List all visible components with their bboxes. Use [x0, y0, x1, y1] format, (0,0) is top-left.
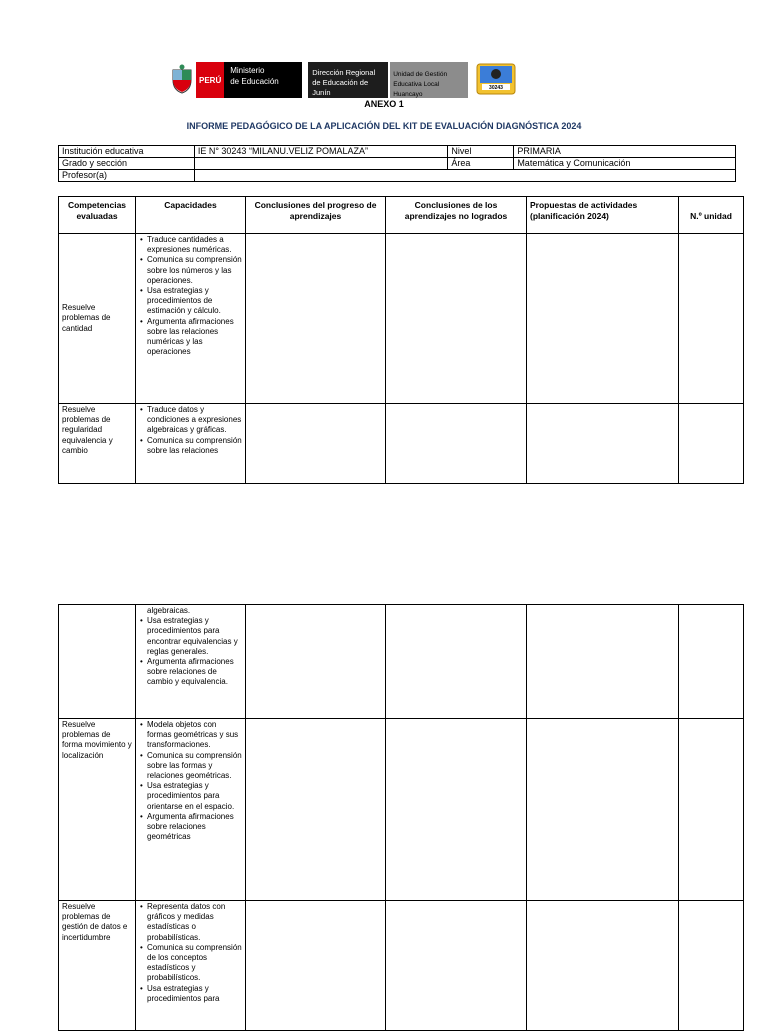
col-header-conclusiones-no-logrados: Conclusiones de los aprendizajes no logrados	[386, 197, 527, 234]
competencia-cell	[59, 404, 136, 484]
col-header-unidad: N.º unidad	[679, 197, 744, 234]
conclusiones-progreso-cell	[246, 605, 386, 719]
competencia-cell	[59, 901, 136, 1031]
info-row	[59, 146, 736, 158]
capacidad-item: • Usa estrategias y procedimientos para orientarse en el espacio.	[147, 781, 242, 812]
dre-line-1: Dirección Regional	[312, 68, 376, 77]
propuestas-cell	[527, 901, 679, 1031]
capacidad-item: • Comunica su comprensión sobre las formas y relaciones geométricas.	[147, 751, 242, 782]
ugel-line-2: Educativa Local Huancayo	[393, 81, 440, 98]
ugel-logo	[390, 62, 468, 98]
conclusiones-no-logrados-cell	[386, 901, 527, 1031]
conclusiones-progreso-cell	[246, 719, 386, 901]
info-table	[58, 145, 736, 182]
capacidad-item: • Traduce datos y condiciones a expresiones algebraicas y gráficas.	[147, 405, 242, 436]
col-header-competencias: Competencias evaluadas	[59, 197, 136, 234]
capacidad-item: • Traduce cantidades a expresiones numéricas.	[147, 235, 242, 255]
conclusiones-progreso-cell	[246, 234, 386, 404]
grado-label: Grado y sección	[59, 158, 195, 170]
capacidades-cell	[136, 901, 246, 1031]
capacidades-cell	[136, 234, 246, 404]
col-header-conclusiones-progreso: Conclusiones del progreso de aprendizajes	[246, 197, 386, 234]
competencia-text: Resuelve problemas de gestión de datos e incertidumbre	[62, 902, 128, 942]
capacidad-item: • Usa estrategias y procedimientos para encontrar equivalencias y reglas generales.	[147, 616, 242, 657]
capacidad-item: • Argumenta afirmaciones sobre las relaciones numéricas y las operaciones	[147, 317, 242, 358]
capacidad-item: • Argumenta afirmaciones sobre relaciones geométricas	[147, 812, 242, 843]
capacidades-cell	[136, 605, 246, 719]
info-row	[59, 170, 736, 182]
anexo-heading: ANEXO 1	[364, 99, 404, 109]
peru-shield-icon	[170, 62, 194, 96]
unidad-cell	[679, 234, 744, 404]
table-row	[59, 234, 744, 404]
capacidades-cell	[136, 404, 246, 484]
unidad-cell	[679, 901, 744, 1031]
capacidad-item: • Comunica su comprensión de los conceptos estadísticos y probabilísticos.	[147, 943, 242, 984]
competencia-text: Resuelve problemas de cantidad	[62, 303, 111, 333]
ministerio-line-2: de Educación	[230, 77, 279, 86]
peru-label: PERÚ	[196, 62, 224, 98]
competencias-table-continuation	[58, 604, 744, 1031]
nivel-label: Nivel	[448, 146, 514, 158]
profesor-value	[194, 170, 735, 182]
conclusiones-progreso-cell	[246, 404, 386, 484]
propuestas-cell	[527, 605, 679, 719]
unidad-cell	[679, 605, 744, 719]
competencia-cell	[59, 234, 136, 404]
conclusiones-progreso-cell	[246, 901, 386, 1031]
grado-value	[194, 158, 448, 170]
conclusiones-no-logrados-cell	[386, 605, 527, 719]
capacidad-item: • Comunica su comprensión sobre los números y las operaciones.	[147, 255, 242, 286]
area-value: Matemática y Comunicación	[514, 158, 736, 170]
dre-logo	[308, 62, 388, 98]
capacidad-item: • Usa estrategias y procedimientos de estimación y cálculo.	[147, 286, 242, 317]
institucion-value: IE N° 30243 “MILANU.VELIZ POMALAZA”	[194, 146, 448, 158]
propuestas-cell	[527, 234, 679, 404]
competencia-text: Resuelve problemas de forma movimiento y localización	[62, 720, 132, 760]
competencias-table	[58, 196, 744, 484]
document-title: INFORME PEDAGÓGICO DE LA APLICACIÓN DEL KIT DE EVALUACIÓN DIAGNÓSTICA 2024	[186, 121, 582, 131]
capacidad-item: • Comunica su comprensión sobre las relaciones	[147, 436, 242, 456]
capacidad-continuation: algebraicas.	[147, 606, 191, 615]
profesor-label: Profesor(a)	[59, 170, 195, 182]
institucion-label: Institución educativa	[59, 146, 195, 158]
ministerio-logo	[224, 62, 302, 98]
col-header-propuestas: Propuestas de actividades (planificación 2024)	[527, 197, 679, 234]
school-badge-number: 30243	[489, 85, 504, 91]
capacidades-cell	[136, 719, 246, 901]
info-row	[59, 158, 736, 170]
ministerio-line-1: Ministerio	[230, 66, 265, 75]
school-badge-icon	[476, 62, 516, 96]
capacidad-item: • Usa estrategias y procedimientos para	[147, 984, 242, 1004]
capacidad-item: • Argumenta afirmaciones sobre relaciones de cambio y equivalencia.	[147, 657, 242, 688]
capacidad-item: • Modela objetos con formas geométricas y sus transformaciones.	[147, 720, 242, 751]
table-row	[59, 719, 744, 901]
capacidad-item: • Representa datos con gráficos y medidas estadísticas o probabilísticas.	[147, 902, 242, 943]
dre-line-2: de Educación de Junín	[312, 78, 369, 97]
header-logos	[170, 62, 516, 98]
conclusiones-no-logrados-cell	[386, 404, 527, 484]
table-row	[59, 404, 744, 484]
col-header-capacidades: Capacidades	[136, 197, 246, 234]
area-label: Área	[448, 158, 514, 170]
ugel-line-1: Unidad de Gestión	[393, 71, 448, 78]
unidad-cell	[679, 719, 744, 901]
nivel-value: PRIMARIA	[514, 146, 736, 158]
competencia-text: Resuelve problemas de regularidad equivalencia y cambio	[62, 405, 113, 455]
propuestas-cell	[527, 719, 679, 901]
table-row	[59, 901, 744, 1031]
conclusiones-no-logrados-cell	[386, 719, 527, 901]
competencia-cell	[59, 719, 136, 901]
competencia-cell	[59, 605, 136, 719]
conclusiones-no-logrados-cell	[386, 234, 527, 404]
table-row	[59, 605, 744, 719]
table-header-row	[59, 197, 744, 234]
propuestas-cell	[527, 404, 679, 484]
unidad-cell	[679, 404, 744, 484]
